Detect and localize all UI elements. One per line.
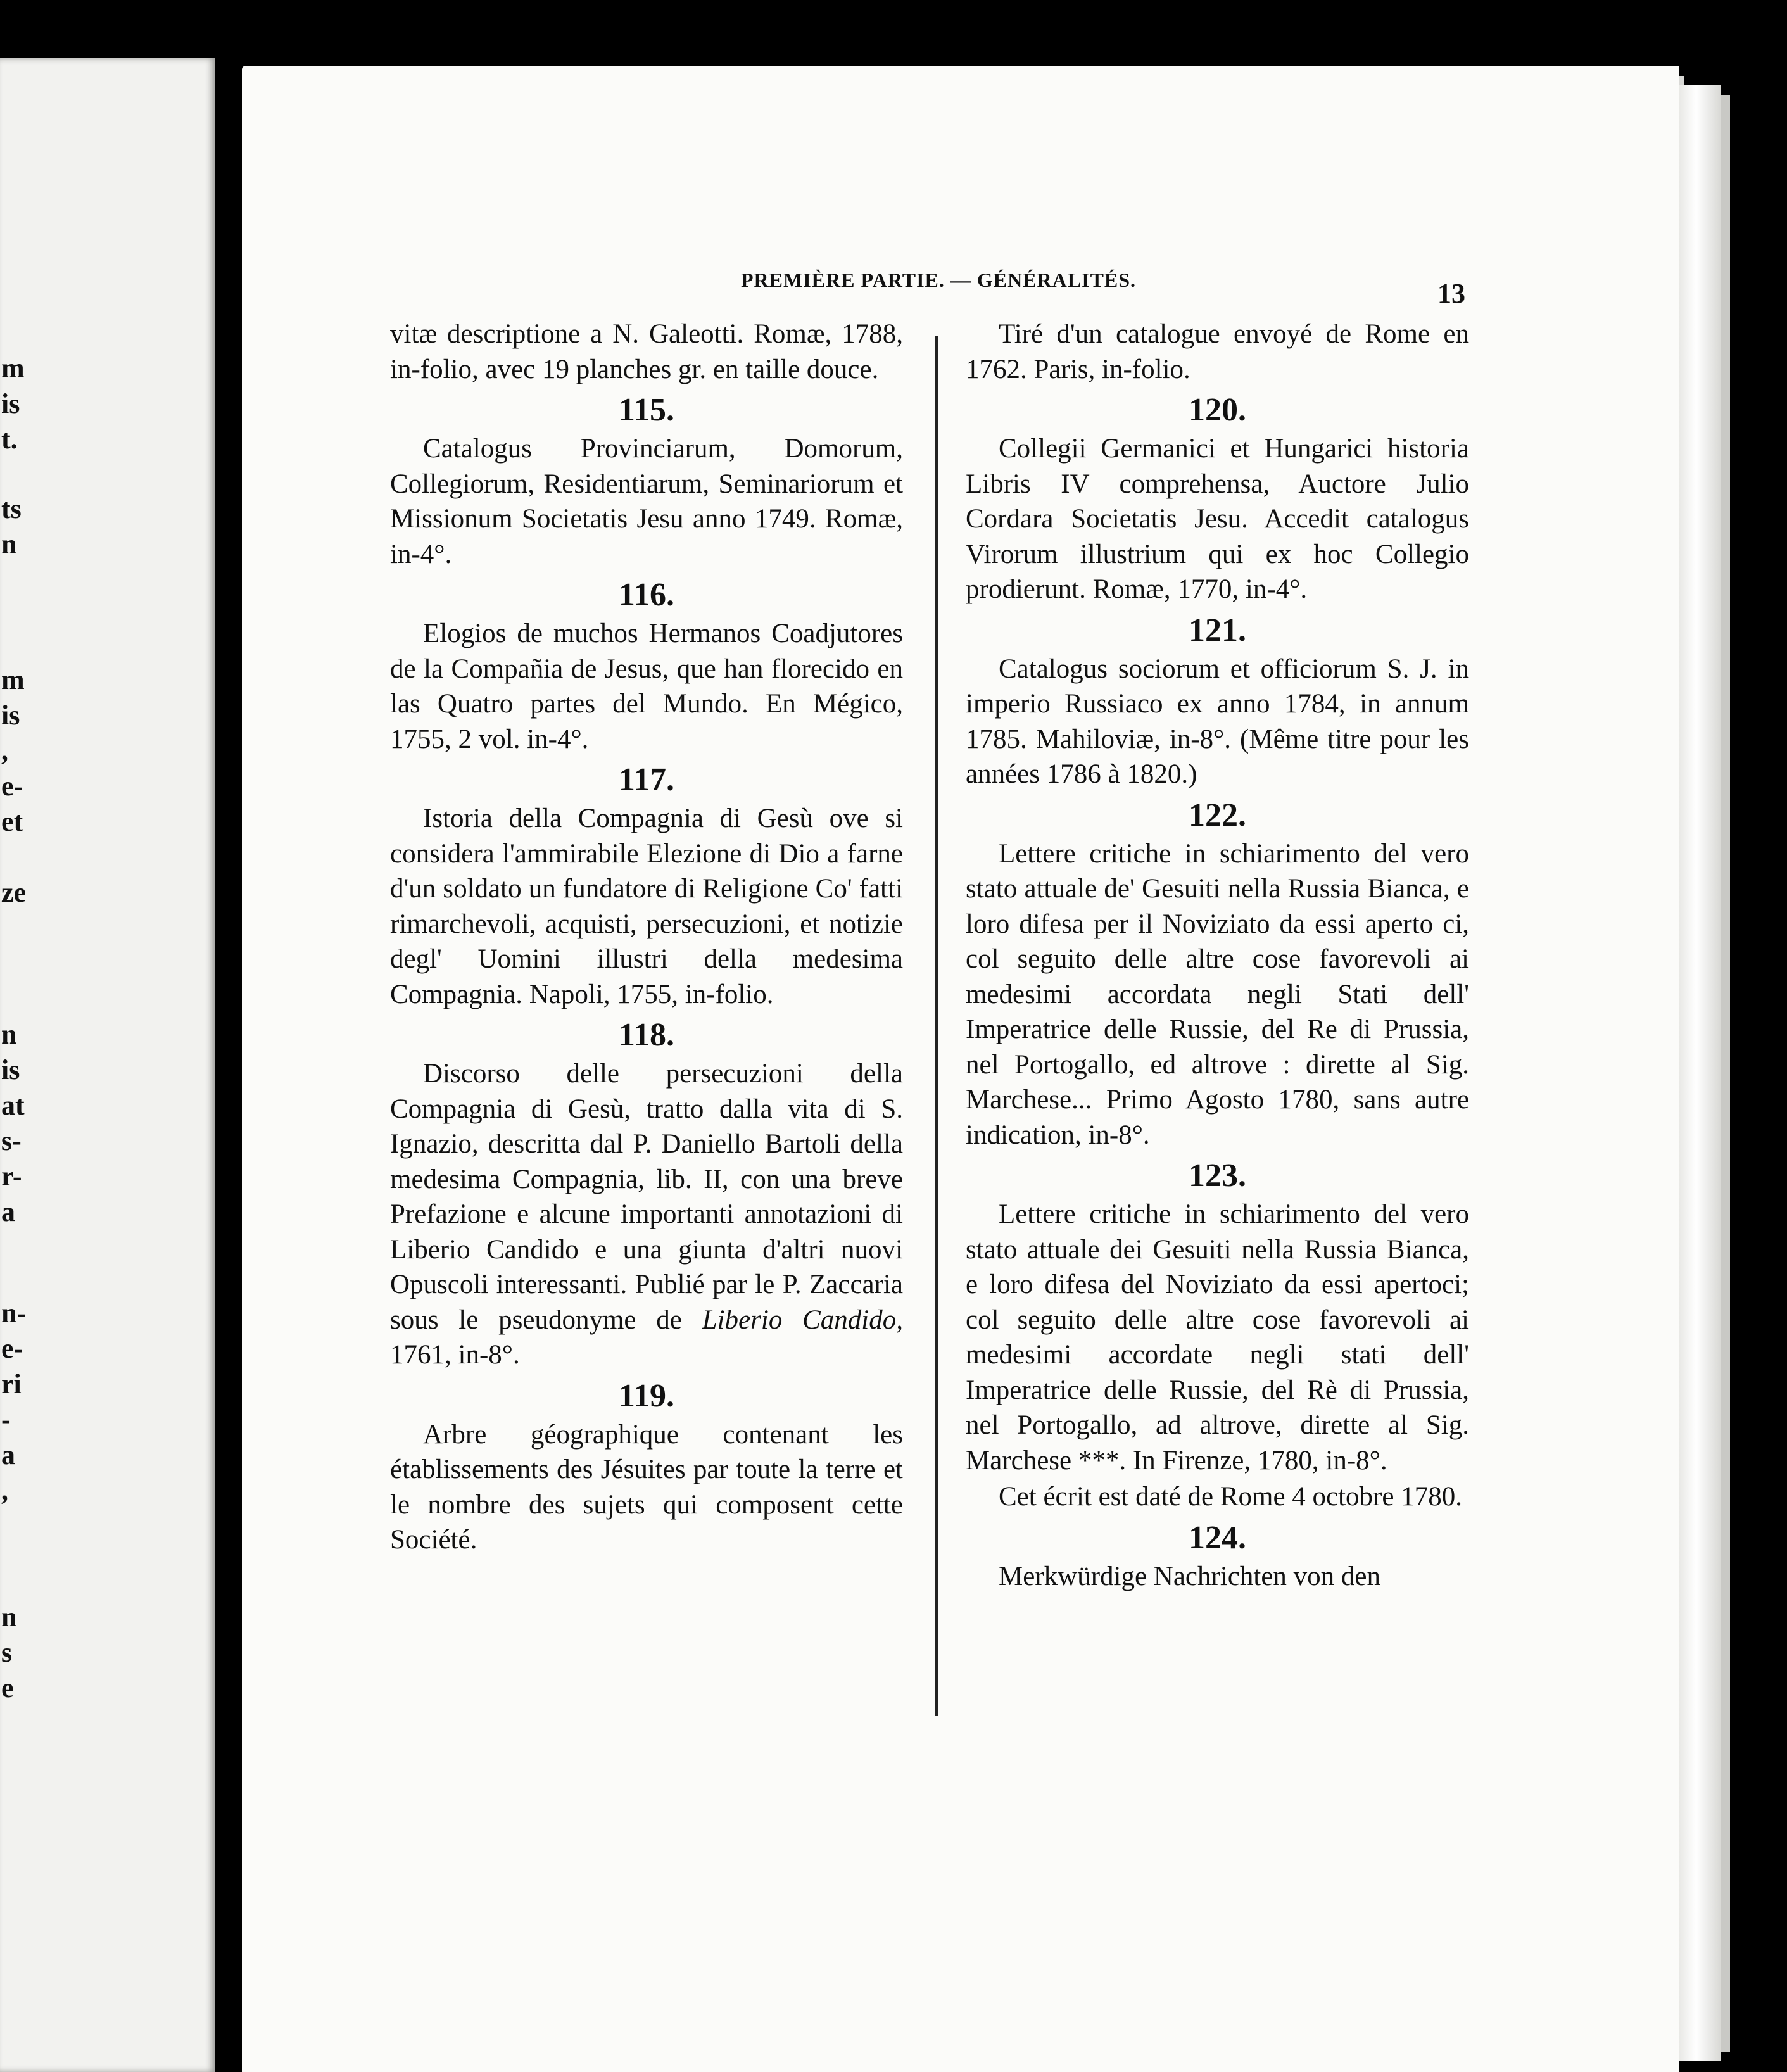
page-stack-edge — [1679, 85, 1721, 2061]
entry-text: Merkwürdige Nachrichten von den — [999, 1561, 1380, 1591]
left-page-fragment: e- — [1, 1333, 23, 1364]
pseudonym-italic: Liberio Candido, — [702, 1304, 904, 1335]
entry-text: Lettere critiche in schiarimento del vero stato attuale dei Gesuiti nella Russia Bianca, e loro difesa del Noviziato da essi apertoci; col seguito delle altre cose favorevoli ai medesimi accordate negli stati dell' Imperatrice delle Russie, del Rè di Prussia, nel Portogallo, ad altrove, dirette al Sig. Marchese ***. In Firenze, 1780, in-8°. — [966, 1199, 1469, 1475]
continued-entry-text: Tiré d'un catalogue envoyé de Rome en 1762. Paris, in-folio. — [966, 319, 1469, 384]
entry-number: 118. — [618, 1017, 675, 1053]
entry-text: Catalogus sociorum et officiorum S. J. in imperio Russiaco ex anno 1784, in annum 1785. Mahiloviæ, in-8°. (Même titre pour les années 1786 à 1820.) — [966, 654, 1469, 789]
left-page-fragment: n — [1, 1019, 17, 1050]
right-column — [966, 317, 1469, 1594]
entry-number: 121. — [1189, 612, 1246, 648]
entry-text: Istoria della Compagnia di Gesù ove si considera l'ammirabile Elezione di Dio a farne d'un soldato un fundatore di Religione Co' fatti rimarchevoli, acquisti, persecuzioni, et notizie degl' Uomini illustri della medesima Compagnia. Napoli, 1755, in-folio. — [390, 804, 903, 1009]
left-page-fragment: e — [1, 1672, 14, 1703]
entry-text: Elogios de muchos Hermanos Coadjutores de la Compañia de Jesus, que han florecido en las Quatro partes del Mundo. En Mégico, 1755, 2 vol. in-4°. — [390, 619, 903, 754]
column-divider — [935, 336, 938, 1716]
left-page-fragment: n — [1, 529, 17, 560]
left-page-fragment: m — [1, 353, 25, 384]
entry-number: 123. — [1189, 1158, 1246, 1194]
left-page-fragment: s — [1, 1637, 13, 1668]
left-page-fragment: a — [1, 1439, 15, 1470]
entry-number: 119. — [618, 1377, 675, 1414]
entry-text: Collegii Germanici et Hungarici historia Libris IV comprehensa, Auctore Julio Cordara Societatis Jesu. Accedit catalogus Virorum illustrium qui ex hoc Collegio prodierunt. Romæ, 1770, in-4°. — [966, 434, 1469, 604]
entry-text: Catalogus Provinciarum, Domorum, Collegiorum, Residentiarum, Seminariorum et Missionum Societatis Jesu anno 1749. Romæ, in-4°. — [390, 434, 903, 569]
left-page-fragment: n — [1, 1601, 17, 1633]
left-page-fragment: , — [1, 1475, 8, 1506]
page-stack-edge-strip — [1721, 95, 1730, 2052]
left-page-fragment: s- — [1, 1125, 22, 1156]
entry-number: 120. — [1189, 392, 1246, 428]
entry-number: 117. — [618, 762, 675, 798]
left-page-fragment: r- — [1, 1161, 22, 1192]
continued-entry-text: vitæ descriptione a N. Galeotti. Romæ, 1788, in-folio, avec 19 planches gr. en taille douce. — [390, 319, 903, 384]
left-page-fragment: et — [1, 806, 23, 837]
left-page-fragment: is — [1, 700, 20, 731]
entry-number: 124. — [1189, 1519, 1246, 1556]
left-page-fragment: - — [1, 1404, 11, 1435]
entry-number: 122. — [1189, 797, 1246, 833]
entry-number: 116. — [618, 577, 675, 613]
left-page-fragment: ri — [1, 1368, 22, 1399]
entry-text — [390, 1056, 903, 1373]
left-page-fragment: at — [1, 1090, 25, 1121]
left-page-fragment: , — [1, 735, 8, 766]
page-number: 13 — [1437, 278, 1465, 309]
left-page-fragment: ze — [1, 877, 27, 908]
entry-note: Cet écrit est daté de Rome 4 octobre 1780. — [999, 1482, 1462, 1512]
left-page-fragment: a — [1, 1196, 15, 1227]
entry-number: 115. — [618, 392, 675, 428]
running-title: PREMIÈRE PARTIE. — GÉNÉRALITÉS. — [741, 268, 1137, 291]
entry-text: Arbre géographique contenant les établissements des Jésuites par toute la terre et le nombre des sujets qui composent cette Société. — [390, 1419, 903, 1555]
entry-text: Lettere critiche in schiarimento del vero stato attuale de' Gesuiti nella Russia Bianca, e loro difesa per il Noviziato da essi aperto ci, col seguito delle altre cose favorevoli ai medesimi accordata negli Stati dell' Imperatrice delle Russie, del Re di Prussia, nel Portogallo, ed altrove : dirette al Sig. Marchese... Primo Agosto 1780, sans autre indication, in-8°. — [966, 838, 1469, 1150]
left-column — [390, 317, 903, 1558]
left-facing-page — [0, 58, 215, 2072]
left-page-fragment: is — [1, 1054, 20, 1085]
left-page-fragment: m — [1, 664, 25, 695]
entry-text-part: Discorso delle persecuzioni della Compagnia di Gesù, tratto dalla vita di S. Ignazio, descritta dal P. Daniello Bartoli della medesima Compagnia, lib. II, con una breve Prefazione e alcune importanti annotazioni di Liberio Candido e una giunta d'altri nuovi Opuscoli interessanti. Publié par le P. Zaccaria sous le pseudonyme de — [390, 1059, 903, 1335]
left-page-fragment: is — [1, 388, 20, 419]
left-page-fragment: n- — [1, 1298, 27, 1329]
left-page-fragment: t. — [1, 424, 18, 455]
entry-text-part: 1761, in-8°. — [390, 1340, 520, 1370]
left-page-fragment: e- — [1, 771, 23, 802]
left-page-fragment: ts — [1, 493, 22, 524]
